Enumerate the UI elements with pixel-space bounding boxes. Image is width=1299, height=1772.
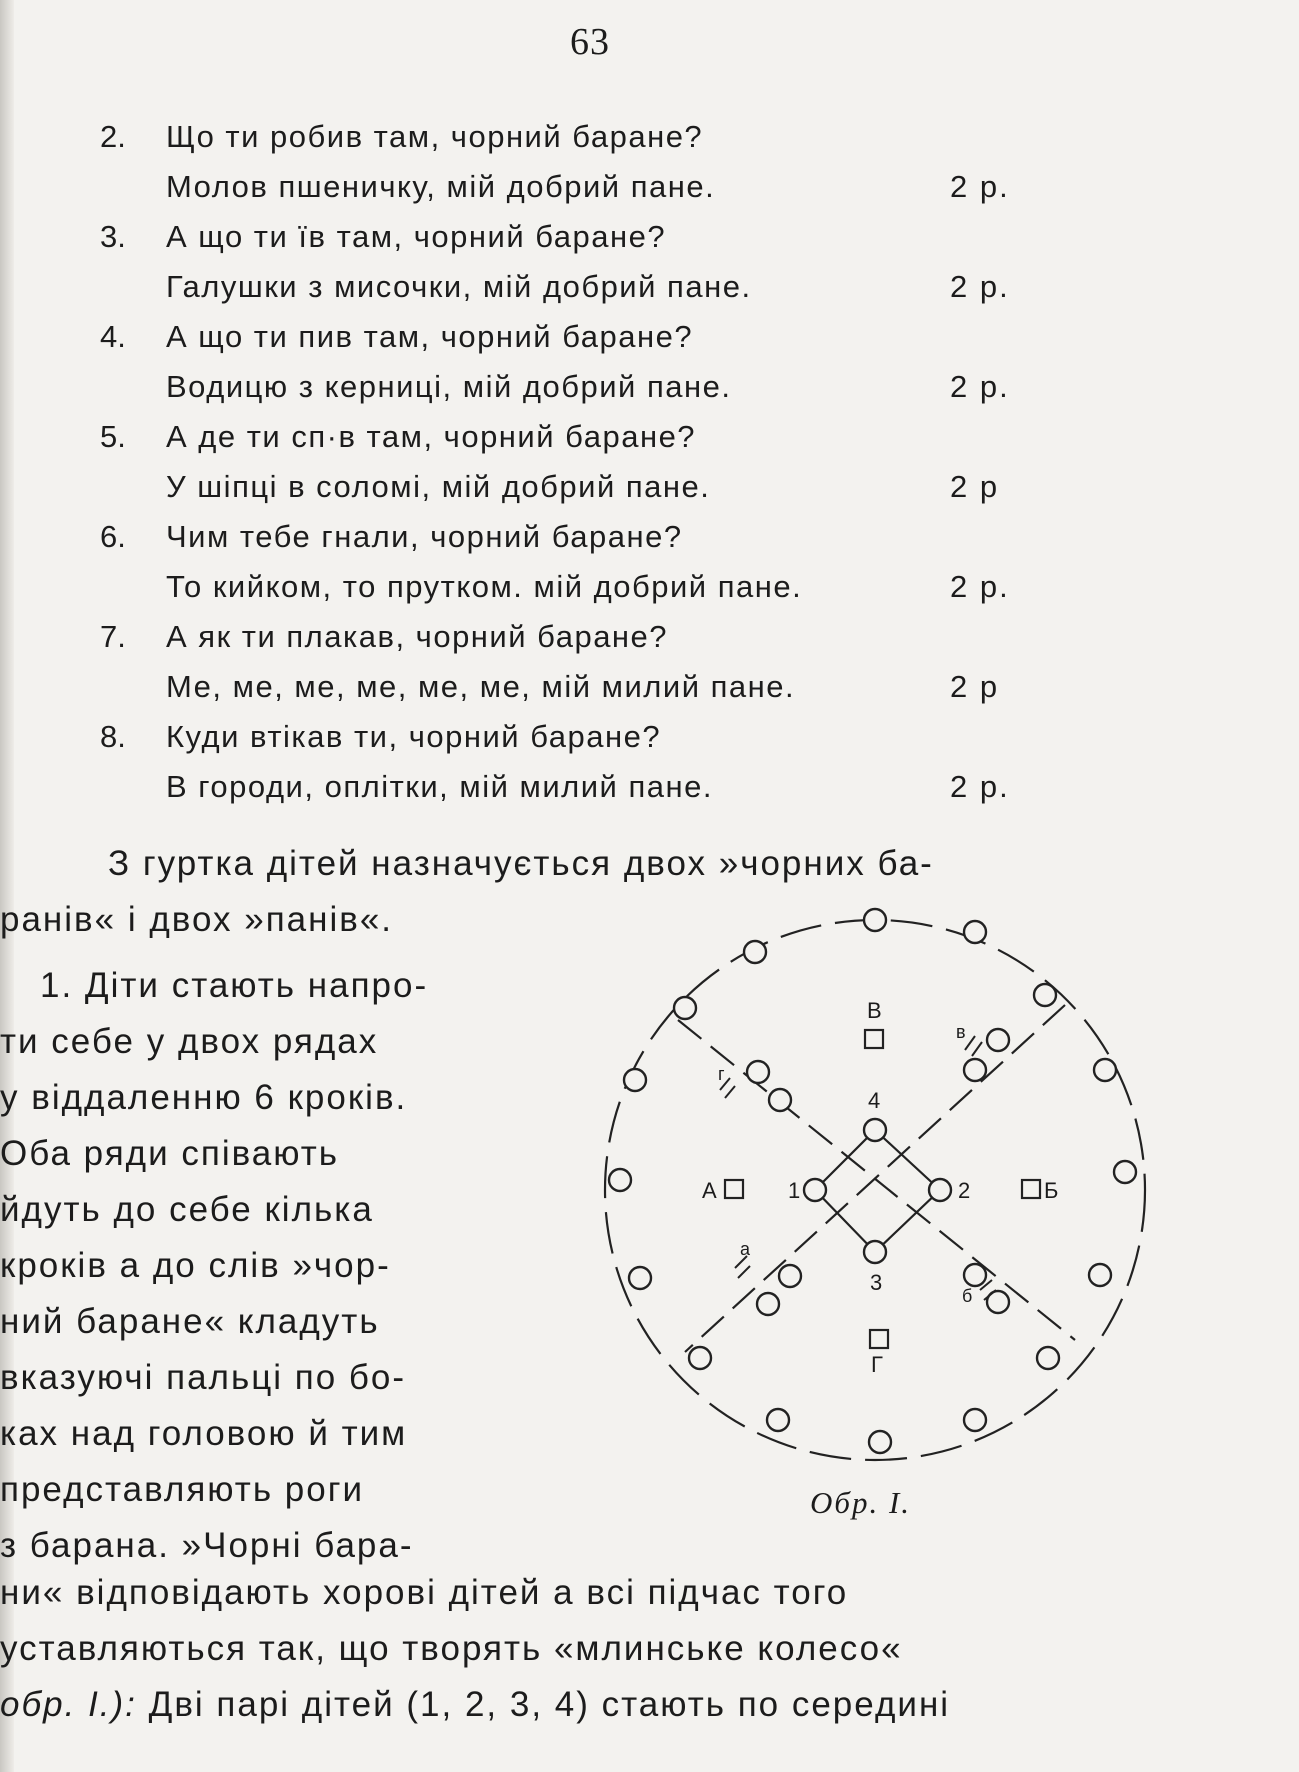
verse-question: Що ти робив там, чорний баране? — [166, 119, 704, 154]
child-circle — [864, 909, 886, 931]
child-circle — [804, 1179, 826, 1201]
verse-answer: Ме, ме, ме, ме, ме, ме, мій милий пане. — [166, 669, 796, 704]
verse-question: А де ти сп·в там, чорний баране? — [166, 419, 697, 454]
mill-wheel-svg — [570, 890, 1170, 1470]
square-marker — [725, 1180, 743, 1198]
label-v: В — [867, 998, 882, 1023]
center-diamond — [815, 1130, 940, 1252]
child-circle — [757, 1293, 779, 1315]
prose-line: ни« відповідають хорові дітей а всі підчас того — [0, 1573, 849, 1612]
child-circle — [929, 1179, 951, 1201]
verse — [100, 412, 1060, 512]
verse — [100, 212, 1060, 312]
arm-label-a: а — [740, 1239, 751, 1259]
child-circle — [769, 1089, 791, 1111]
verse-answer: В городи, оплітки, мій милий пане. — [166, 769, 713, 804]
verse-answer: Галушки з мисочки, мій добрий пане. — [166, 269, 752, 304]
label-2: 2 — [958, 1178, 971, 1203]
label-g: Г — [871, 1352, 883, 1377]
prose-line: ти себе у двох рядах — [0, 1022, 379, 1061]
child-circle — [674, 997, 696, 1019]
child-circle — [767, 1409, 789, 1431]
child-circle — [1037, 1347, 1059, 1369]
label-a: А — [702, 1178, 717, 1203]
verse-answer: Водицю з керниці, мій добрий пане. — [166, 369, 732, 404]
verse-answer: То кийком, то прутком. мій добрий пане. — [166, 569, 803, 604]
verse-number: 3. — [100, 219, 126, 254]
prose-line: уставляються так, що творять «млинське колесо« — [0, 1629, 903, 1668]
figure-reference: обр. І.): — [0, 1685, 137, 1724]
verse — [100, 112, 1060, 212]
prose-line: Оба ряди співають — [0, 1134, 340, 1173]
repeat-mark: 2 р. — [950, 569, 1010, 604]
child-circle — [964, 1409, 986, 1431]
mill-wheel-diagram — [570, 890, 1170, 1470]
repeat-mark: 2 р — [950, 469, 1000, 504]
prose-line: з барана. »Чорні бара- — [0, 1526, 414, 1565]
page-number: 63 — [570, 21, 610, 63]
prose-line: йдуть до себе кілька — [0, 1190, 374, 1229]
verse-number: 2. — [100, 119, 126, 154]
verse-answer: У шіпці в соломі, мій добрий пане. — [166, 469, 711, 504]
child-circle — [747, 1061, 769, 1083]
child-circle — [629, 1267, 651, 1289]
repeat-mark: 2 р. — [950, 369, 1010, 404]
child-circle — [624, 1069, 646, 1091]
arm-tick — [735, 1256, 750, 1278]
arm-label-b: б — [962, 1286, 973, 1306]
prose-line: З гуртка дітей назначується двох »чорних ба- — [108, 844, 934, 883]
prose-line: представляють роги — [0, 1470, 365, 1509]
child-circle — [1089, 1264, 1111, 1286]
prose-line: кроків а до слів »чор- — [0, 1246, 391, 1285]
child-circle — [869, 1431, 891, 1453]
verse-question: А що ти пив там, чорний баране? — [166, 319, 694, 354]
repeat-mark: 2 р. — [950, 769, 1010, 804]
verse-question: Чим тебе гнали, чорний баране? — [166, 519, 683, 554]
arm-label-v: в — [956, 1022, 966, 1042]
prose-line — [0, 1677, 950, 1733]
verse-number: 6. — [100, 519, 126, 554]
child-circle — [987, 1029, 1009, 1051]
verse-number: 8. — [100, 719, 126, 754]
figure-caption: Обр. І. — [810, 1485, 912, 1520]
prose-line: у віддаленню 6 кроків. — [0, 1078, 408, 1117]
arm-tick — [965, 1036, 982, 1056]
prose-line: вказуючі пальці по бо- — [0, 1358, 407, 1397]
child-circle — [964, 921, 986, 943]
child-circle — [864, 1241, 886, 1263]
child-circle — [744, 941, 766, 963]
prose-line: ний баране« кладуть — [0, 1302, 380, 1341]
repeat-mark: 2 р. — [950, 269, 1010, 304]
prose-line: 1. Діти стають напро- — [40, 966, 429, 1005]
label-3: 3 — [870, 1270, 883, 1295]
verse — [100, 612, 1060, 712]
verse — [100, 512, 1060, 612]
child-circle — [964, 1059, 986, 1081]
square-marker — [870, 1330, 888, 1348]
verse-question: А як ти плакав, чорний баране? — [166, 619, 669, 654]
label-1: 1 — [788, 1178, 801, 1203]
child-circle — [779, 1265, 801, 1287]
child-circle — [1034, 984, 1056, 1006]
square-marker — [865, 1030, 883, 1048]
prose-line-rest: Дві парі дітей (1, 2, 3, 4) стають по середині — [136, 1685, 951, 1724]
verse-number: 7. — [100, 619, 126, 654]
verse-question: Куди втікав ти, чорний баране? — [166, 719, 662, 754]
child-circle — [689, 1347, 711, 1369]
label-b: Б — [1044, 1178, 1059, 1203]
verse — [100, 712, 1060, 812]
child-circle — [1094, 1059, 1116, 1081]
verse — [100, 312, 1060, 412]
label-4: 4 — [868, 1088, 881, 1113]
child-circle — [964, 1264, 986, 1286]
verse-question: А що ти їв там, чорний баране? — [166, 219, 667, 254]
child-circle — [864, 1119, 886, 1141]
prose-line: ранів« і двох »панів«. — [0, 900, 394, 939]
child-circle — [1114, 1161, 1136, 1183]
verse-answer: Молов пшеничку, мій добрий пане. — [166, 169, 716, 204]
verse-number: 4. — [100, 319, 126, 354]
prose-line: ках над головою й тим — [0, 1414, 408, 1453]
repeat-mark: 2 р. — [950, 169, 1010, 204]
square-marker — [1022, 1180, 1040, 1198]
verse-number: 5. — [100, 419, 126, 454]
song-verses — [100, 112, 1060, 812]
arm-label-g: г — [718, 1064, 725, 1084]
child-circle — [609, 1169, 631, 1191]
repeat-mark: 2 р — [950, 669, 1000, 704]
